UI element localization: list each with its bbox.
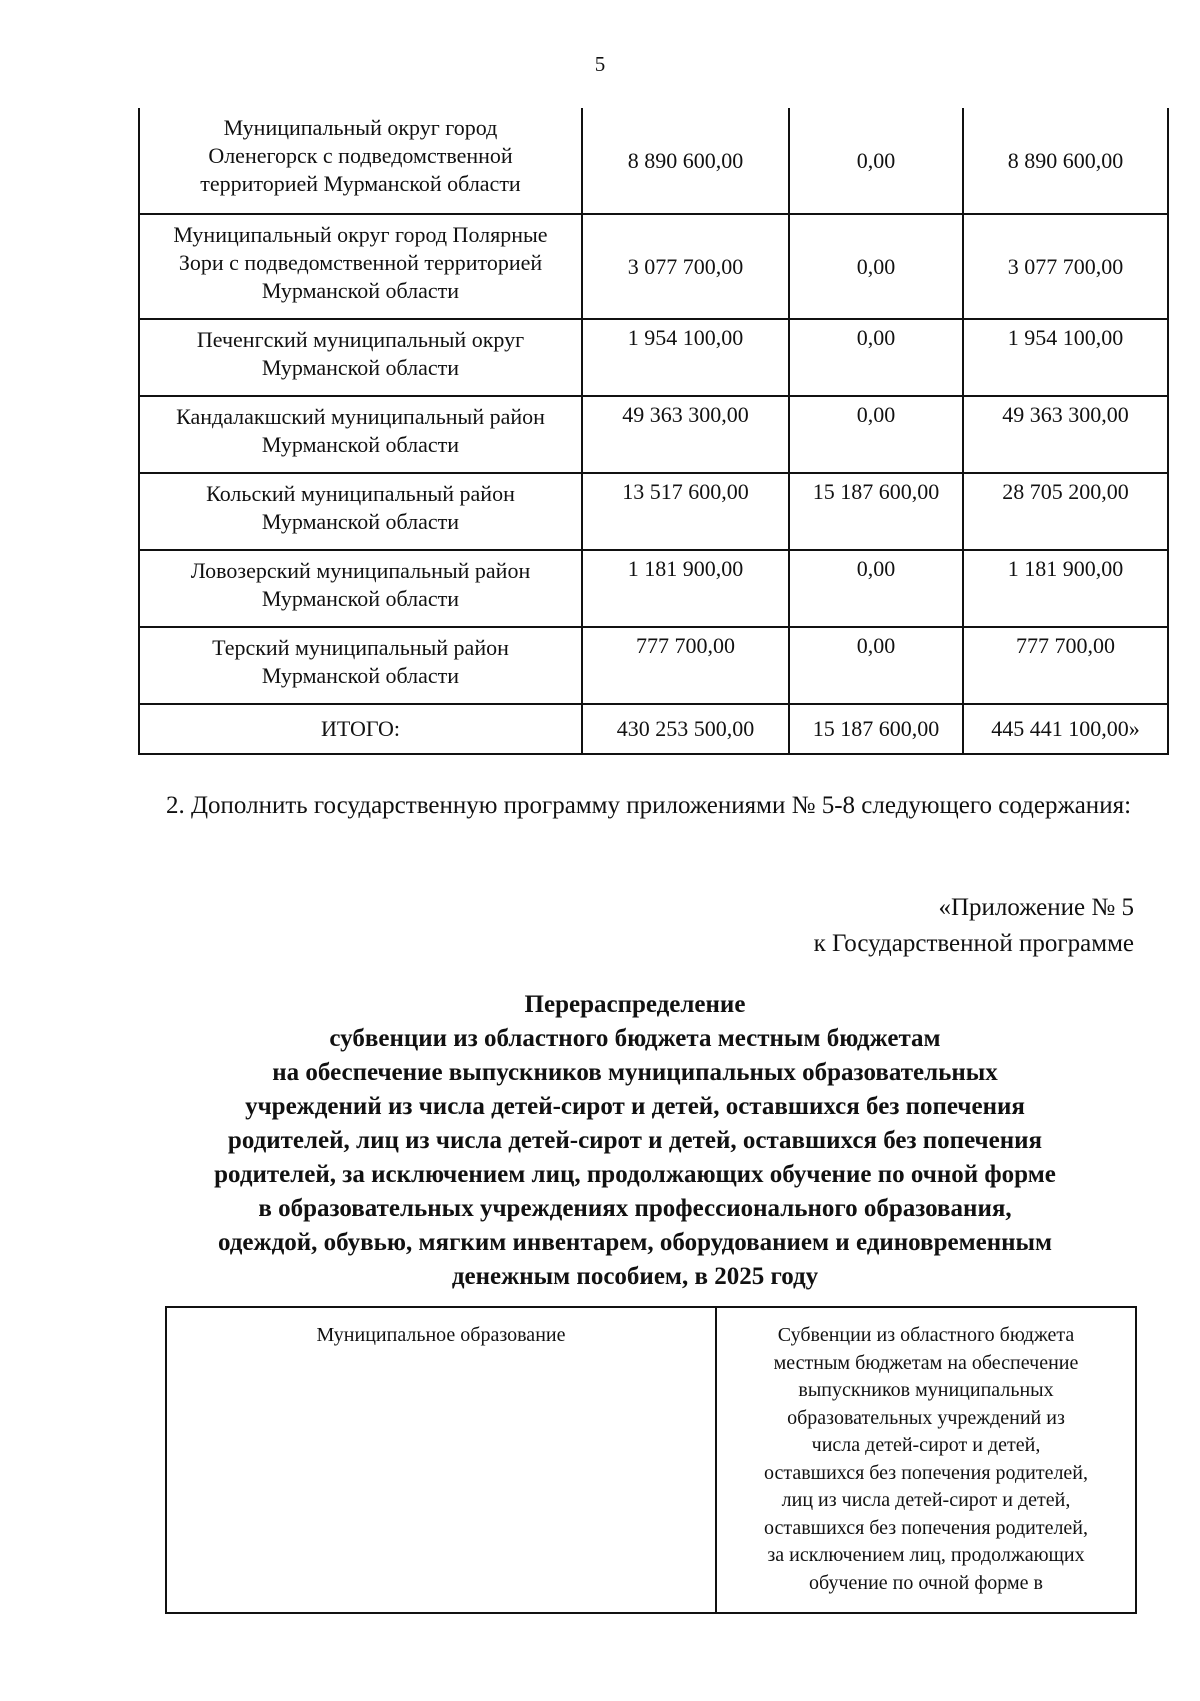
amount-cell: 1 954 100,00: [582, 319, 789, 396]
appendix-subtitle: к Государственной программе: [813, 930, 1134, 957]
amount-cell: 15 187 600,00: [789, 473, 963, 550]
heading-line: на обеспечение выпускников муниципальных образовательных: [272, 1059, 998, 1086]
amount-cell: 0,00: [789, 214, 963, 319]
total-amount: 445 441 100,00»: [963, 704, 1168, 754]
heading-line: учреждений из числа детей-сирот и детей, оставшихся без попечения: [245, 1093, 1025, 1120]
total-row: [139, 704, 1168, 754]
amount-cell: 8 890 600,00: [963, 108, 1168, 214]
total-amount: 430 253 500,00: [582, 704, 789, 754]
amount-cell: 0,00: [789, 627, 963, 704]
amount-cell: 49 363 300,00: [582, 396, 789, 473]
heading-line: субвенции из областного бюджета местным бюджетам: [329, 1025, 941, 1052]
heading-line: в образовательных учреждениях профессионального образования,: [258, 1195, 1012, 1222]
column-header-municipality: Муниципальное образование: [166, 1307, 716, 1613]
amount-cell: 777 700,00: [582, 627, 789, 704]
column-header-subvention: Субвенции из областного бюджета местным бюджетам на обеспечение выпускников муниципальных образовательных учреждений из числа детей-сирот и детей, оставшихся без попечения родителей, лиц из числа детей-сирот и детей, оставшихся без попечения родителей, за исключением лиц, продолжающих обучение по очной форме в: [716, 1307, 1136, 1613]
amount-cell: 13 517 600,00: [582, 473, 789, 550]
amount-cell: 1 181 900,00: [963, 550, 1168, 627]
total-amount: 15 187 600,00: [789, 704, 963, 754]
amount-cell: 3 077 700,00: [963, 214, 1168, 319]
table-row: [139, 214, 1168, 319]
amount-cell: 0,00: [789, 108, 963, 214]
amount-cell: 0,00: [789, 319, 963, 396]
supplement-paragraph: 2. Дополнить государственную программу приложениями № 5-8 следующего содержания:: [166, 792, 1132, 819]
amount-cell: 0,00: [789, 550, 963, 627]
municipality-name: Печенгский муниципальный округ Мурманской области: [139, 319, 582, 396]
heading-line: родителей, лиц из числа детей-сирот и детей, оставшихся без попечения: [227, 1127, 1043, 1154]
page-number: 5: [594, 52, 606, 76]
table-row: [139, 396, 1168, 473]
heading-line: денежным пособием, в 2025 году: [451, 1263, 819, 1290]
amount-cell: 28 705 200,00: [963, 473, 1168, 550]
subvention-table-continued: [138, 108, 1169, 755]
redistribution-table: [165, 1306, 1137, 1614]
amount-cell: 49 363 300,00: [963, 396, 1168, 473]
amount-cell: 0,00: [789, 396, 963, 473]
municipality-name: Кольский муниципальный район Мурманской области: [139, 473, 582, 550]
amount-cell: 3 077 700,00: [582, 214, 789, 319]
table-row: [139, 319, 1168, 396]
amount-cell: 8 890 600,00: [582, 108, 789, 214]
amount-cell: 1 954 100,00: [963, 319, 1168, 396]
total-label: ИТОГО:: [139, 704, 582, 754]
document-heading: [140, 988, 1130, 1294]
municipality-name: Муниципальный округ город Полярные Зори с подведомственной территорией Мурманской области: [139, 214, 582, 319]
appendix-title: «Приложение № 5: [938, 894, 1134, 921]
table-row: [139, 108, 1168, 214]
heading-line: родителей, за исключением лиц, продолжающих обучение по очной форме: [214, 1161, 1056, 1188]
heading-line: Перераспределение: [524, 991, 746, 1018]
municipality-name: Ловозерский муниципальный район Мурманской области: [139, 550, 582, 627]
municipality-name: Муниципальный округ город Оленегорск с подведомственной территорией Мурманской области: [139, 108, 582, 214]
amount-cell: 777 700,00: [963, 627, 1168, 704]
table-row: [139, 627, 1168, 704]
municipality-name: Терский муниципальный район Мурманской области: [139, 627, 582, 704]
municipality-name: Кандалакшский муниципальный район Мурманской области: [139, 396, 582, 473]
table-row: [139, 473, 1168, 550]
appendix-reference: [814, 890, 1134, 962]
table-header-row: [166, 1307, 1136, 1613]
table-row: [139, 550, 1168, 627]
heading-line: одеждой, обувью, мягким инвентарем, оборудованием и единовременным: [217, 1229, 1053, 1256]
amount-cell: 1 181 900,00: [582, 550, 789, 627]
